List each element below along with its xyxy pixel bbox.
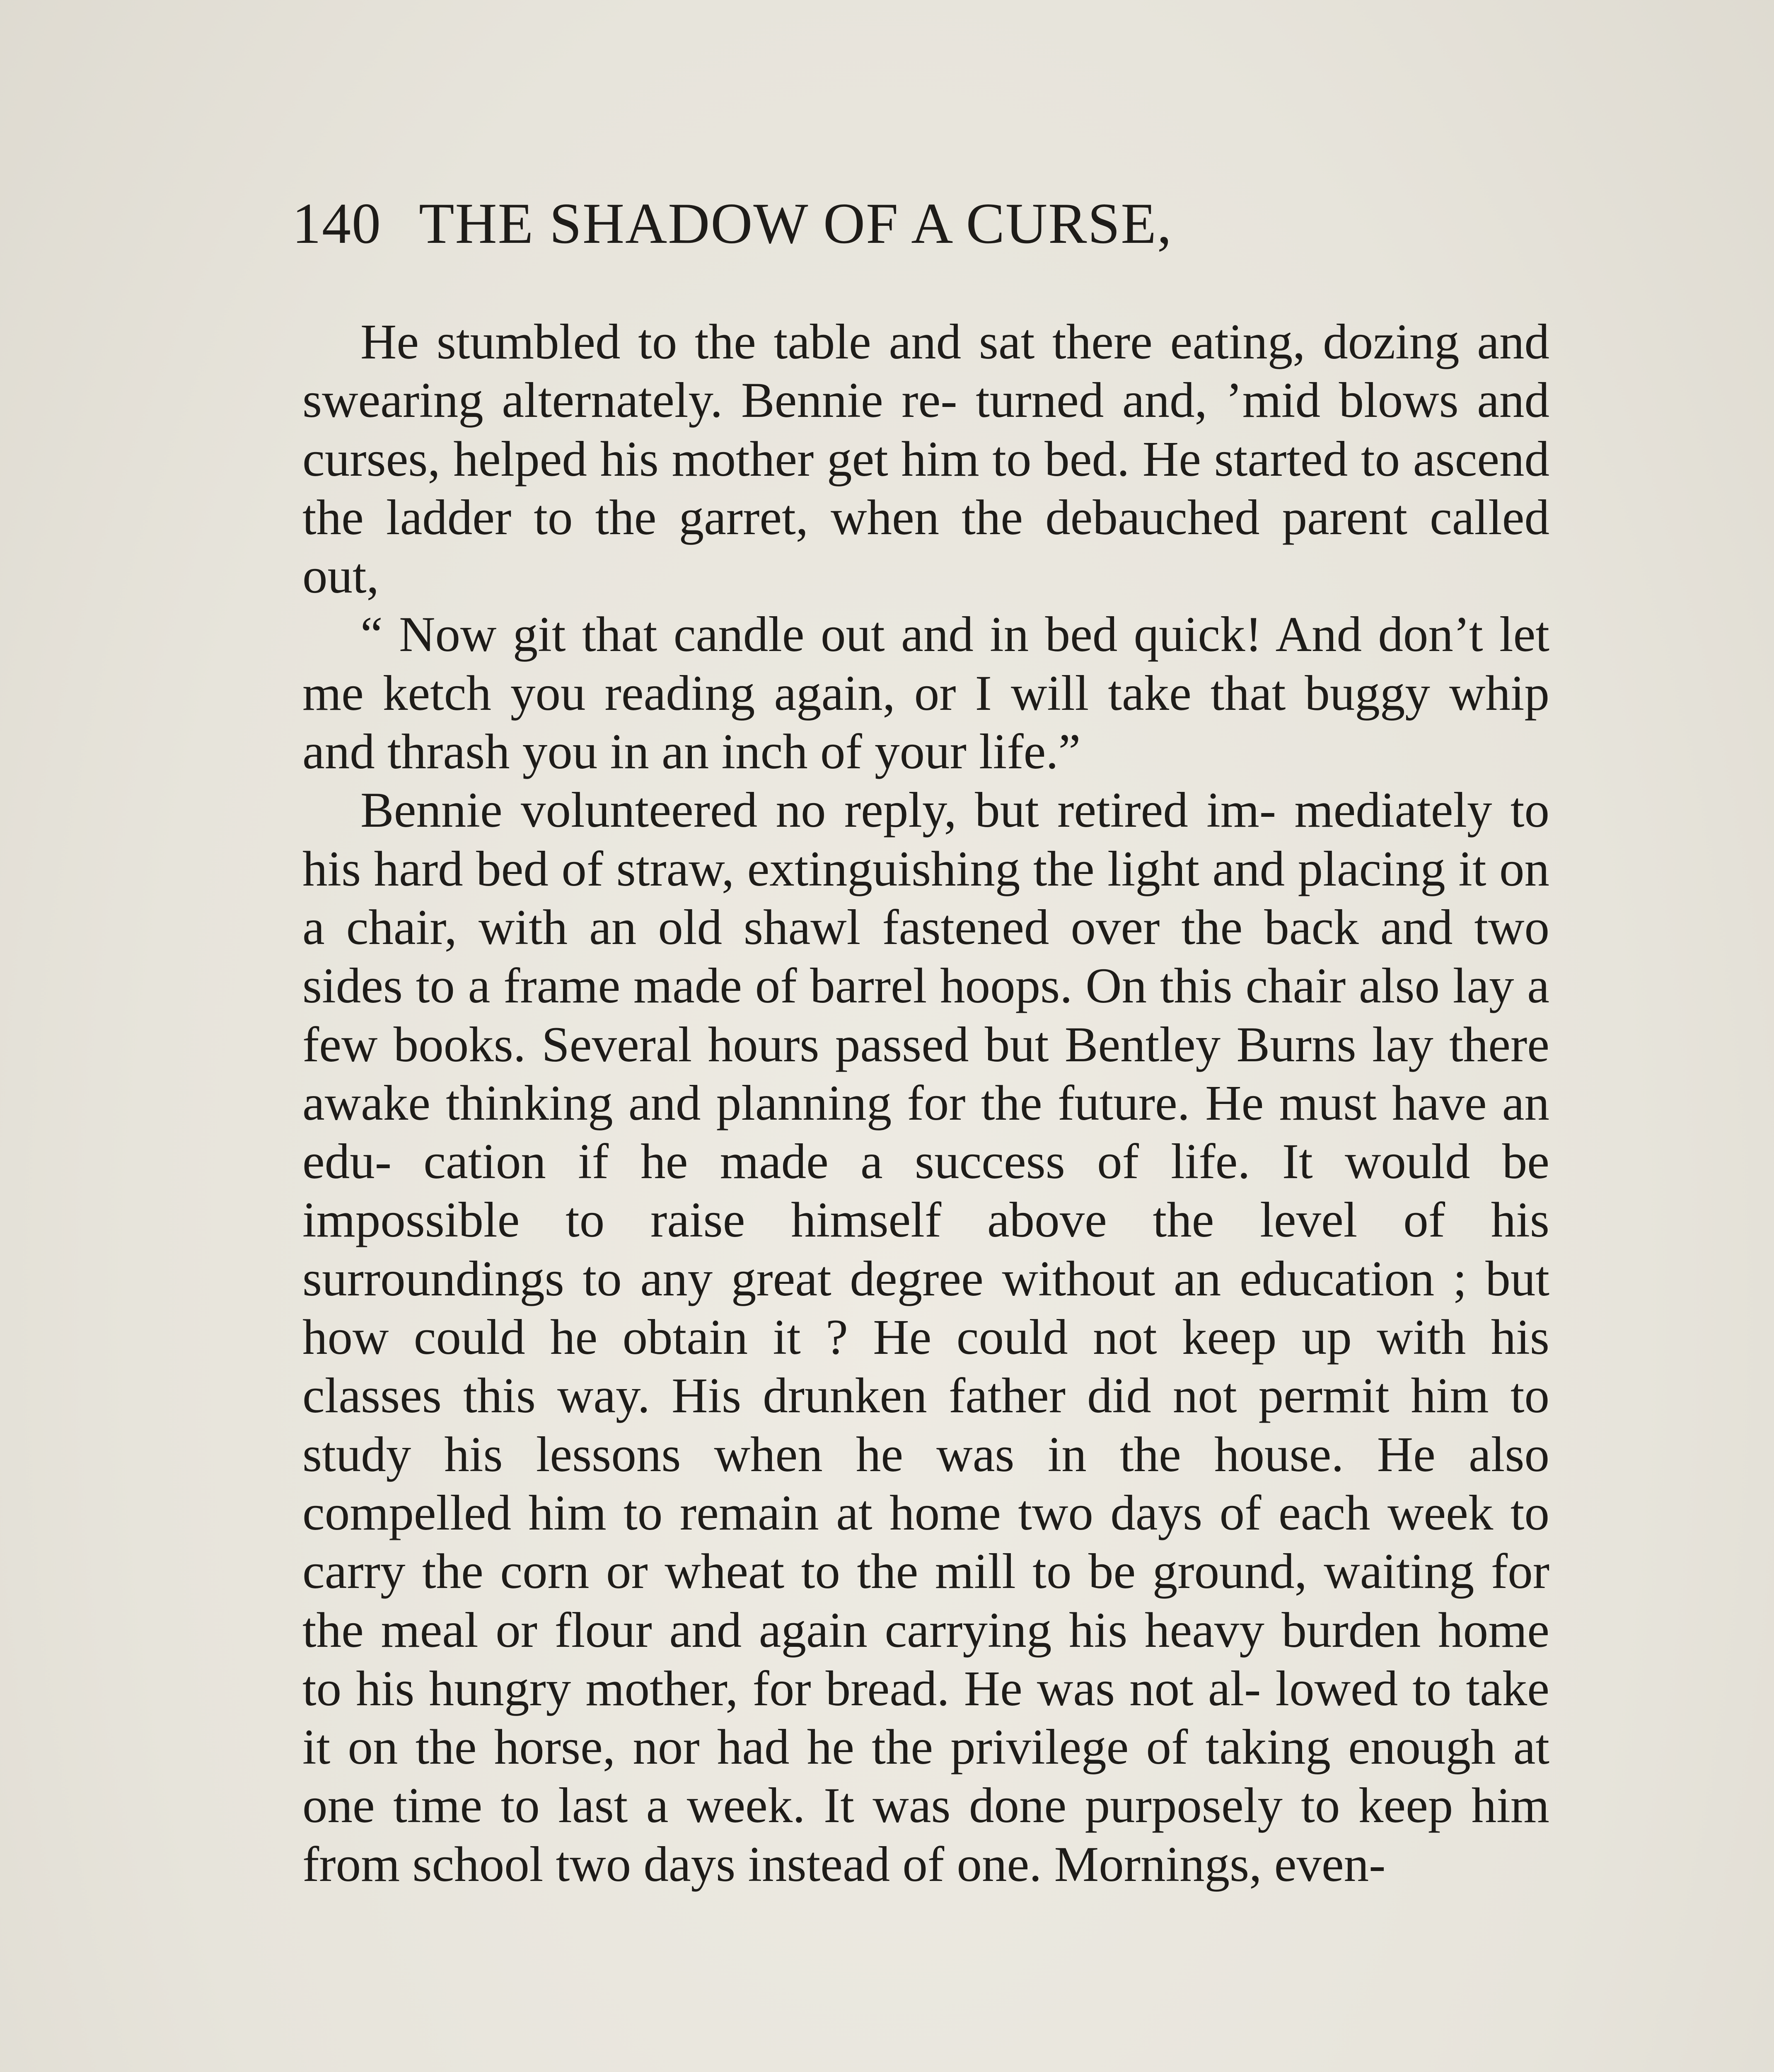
- paragraph: “ Now git that candle out and in bed quick! And don’t let me ketch you reading again, or I will take that buggy whip and thrash you in an inch of your life.”: [302, 607, 1549, 780]
- paragraph: Bennie volunteered no reply, but retired im- mediately to his hard bed of straw, extinguishing the light and placing it on a chair, with an old shawl fastened over the back and two sides to a frame made of barrel hoops. On this chair also lay a few books. Several hours passed but Bentley Burns lay there awake thinking and planning for the future. He must have an edu- cation if he made a success of life. It would be impossible to raise himself above the level of his surroundings to any great degree without an education ; but how could he obtain it ? He could not keep up with his classes this way. His drunken father did not permit him to study his lessons when he was in the house. He also compelled him to remain at home two days of each week to carry the corn or wheat to the mill to be ground, waiting for the meal or flour and again carrying his heavy burden home to his hungry mother, for bread. He was not al- lowed to take it on the horse, nor had he the privilege of taking enough at one time to last a week. It was done purposely to keep him from school two days instead of one. Mornings, even-: [302, 782, 1549, 1892]
- page-number: 140: [292, 191, 382, 256]
- running-head: [292, 182, 1556, 265]
- page-body: [302, 313, 1549, 1894]
- paragraph: He stumbled to the table and sat there eating, dozing and swearing alternately. Bennie re- turned and, ’mid blows and curses, helped his mother get him to bed. He started to ascend the ladder to the garret, when the debauched parent called out,: [302, 314, 1549, 604]
- book-title: THE SHADOW OF A CURSE,: [419, 191, 1172, 256]
